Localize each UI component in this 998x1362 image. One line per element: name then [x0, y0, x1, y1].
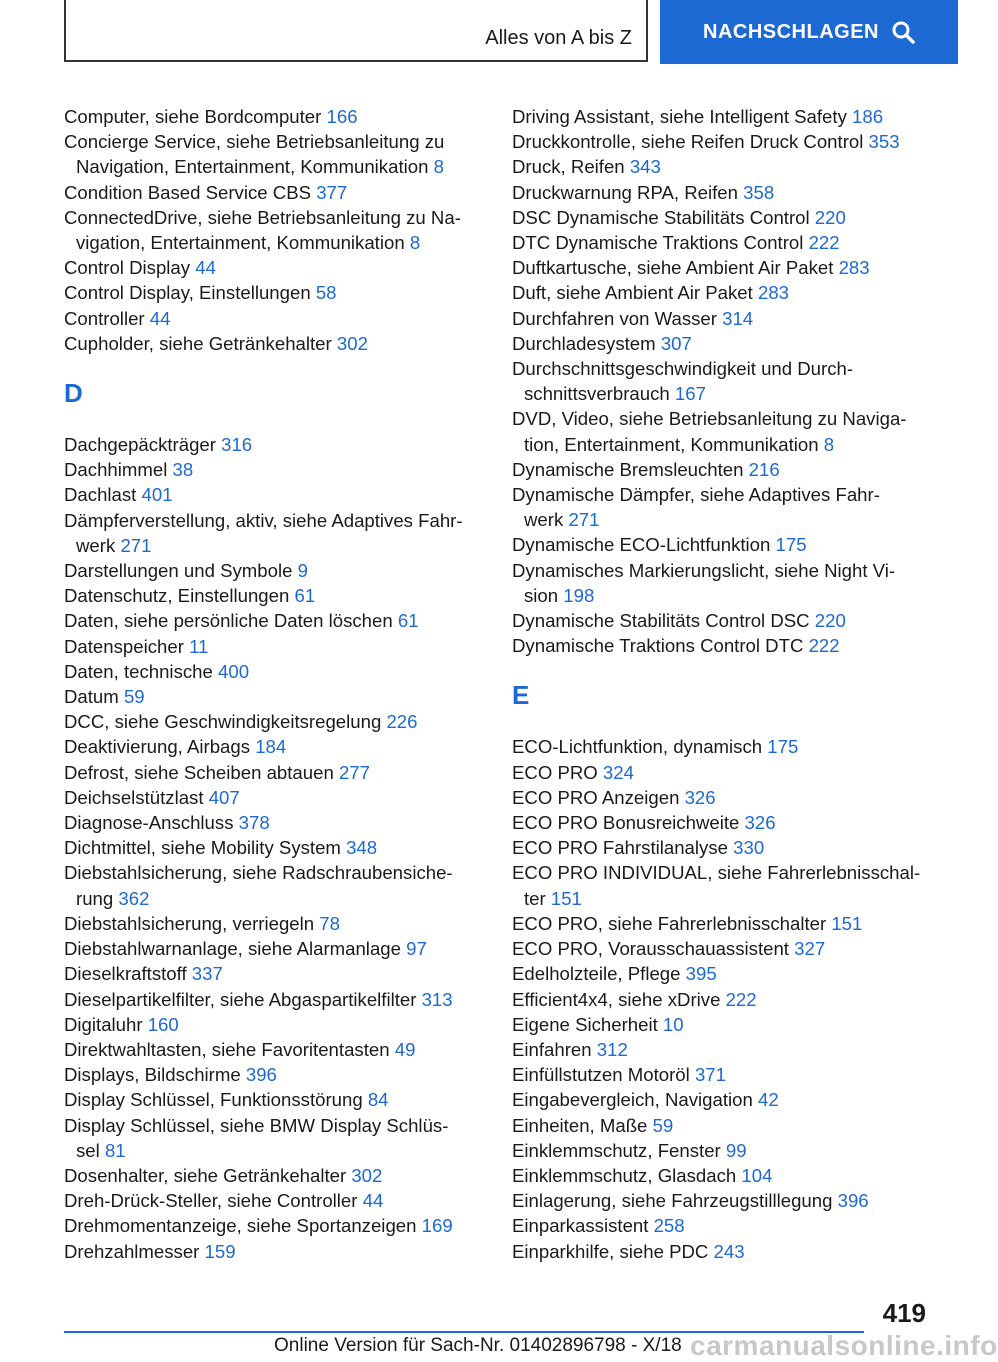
index-entry-text: ECO PRO, siehe Fahrerlebnisschalter [512, 912, 832, 934]
page-reference-link[interactable]: 271 [120, 534, 152, 556]
page-reference-link[interactable]: 59 [652, 1114, 674, 1136]
page-reference-link[interactable]: 243 [713, 1240, 745, 1262]
index-entry [512, 760, 932, 785]
index-entry-text: Edelholzteile, Pflege [512, 963, 686, 985]
index-entry [64, 936, 494, 961]
index-letter-heading: D [64, 378, 83, 409]
index-entry-text: ECO-Lichtfunktion, dynamisch [512, 736, 768, 758]
index-entry-text: Datum [64, 686, 124, 708]
page-reference-link[interactable]: 49 [394, 1038, 416, 1060]
index-entry [64, 785, 494, 810]
index-entry-text: Diebstahlsicherung, verriegeln [64, 912, 320, 934]
index-entry-text: rung [76, 887, 119, 909]
index-entry-text: Condition Based Service CBS [64, 181, 317, 203]
index-entry [512, 1239, 932, 1264]
nachschlagen-tab[interactable] [660, 0, 958, 64]
index-entry-text: tion, Entertainment, Kommunikation [524, 433, 824, 455]
index-entry [64, 810, 494, 835]
page-reference-link[interactable]: 222 [725, 988, 757, 1010]
index-entry-text: Datenschutz, Einstellungen [64, 585, 295, 607]
index-entry [64, 432, 494, 457]
index-entry-text: ECO PRO Bonusreichweite [512, 812, 745, 834]
page-reference-link[interactable]: 8 [433, 156, 444, 178]
page-reference-link[interactable]: 353 [868, 131, 900, 153]
page-reference-link[interactable]: 169 [421, 1215, 453, 1237]
page-reference-link[interactable]: 175 [775, 534, 807, 556]
index-entry-text: Displays, Bildschirme [64, 1064, 246, 1086]
index-entry-text: Einfahren [512, 1038, 597, 1060]
page-reference-link[interactable]: 348 [346, 837, 378, 859]
index-entry [64, 1062, 494, 1087]
index-entry [512, 280, 932, 305]
page-reference-link[interactable]: 330 [733, 837, 765, 859]
index-entry [64, 129, 494, 179]
index-entry [512, 1012, 932, 1037]
index-entry-text: Eigene Sicherheit [512, 1013, 663, 1035]
page-reference-link[interactable]: 226 [386, 711, 418, 733]
page-reference-link[interactable]: 302 [351, 1164, 383, 1186]
index-entry [64, 1012, 494, 1037]
page-reference-link[interactable]: 358 [743, 181, 775, 203]
index-entry [512, 1188, 932, 1213]
index-entry-text: Control Display [64, 257, 196, 279]
index-entry-text: Durchfahren von Wasser [512, 307, 723, 329]
index-entry [512, 457, 932, 482]
index-column-right [512, 104, 932, 1264]
index-entry-text: Drehzahlmesser [64, 1240, 205, 1262]
index-entry [64, 860, 494, 910]
index-entry [64, 1037, 494, 1062]
index-entry-text: Einfüllstutzen Motoröl [512, 1064, 695, 1086]
index-entry [64, 205, 494, 255]
page-reference-link[interactable]: 407 [208, 786, 240, 808]
page-reference-link[interactable]: 283 [838, 257, 870, 279]
index-entry-text: Duft, siehe Ambient Air Paket [512, 282, 758, 304]
index-entry-text: Dreh-Drück-Steller, siehe Controller [64, 1190, 363, 1212]
index-entry [512, 205, 932, 230]
page-reference-link[interactable]: 97 [406, 938, 427, 960]
page-reference-link[interactable]: 271 [568, 509, 600, 531]
index-entry-text: ECO PRO, Vorausschauassistent [512, 938, 795, 960]
index-entry-text: Durchladesystem [512, 332, 661, 354]
index-entry [64, 608, 494, 633]
section-title: Alles von A bis Z [485, 27, 632, 49]
index-entry-text: Eingabevergleich, Navigation [512, 1089, 759, 1111]
index-entry-text: Drehmomentanzeige, siehe Sportanzeigen [64, 1215, 422, 1237]
index-entry-text: DSC Dynamische Stabilitäts Control [512, 206, 815, 228]
page-reference-link[interactable]: 396 [245, 1064, 277, 1086]
index-entry-text: werk [524, 509, 569, 531]
index-entry-text: Druck, Reifen [512, 156, 630, 178]
index-entry-text: sion [524, 584, 564, 606]
index-entry [512, 356, 932, 406]
page-reference-link[interactable]: 81 [104, 1139, 126, 1161]
index-entry [512, 987, 932, 1012]
page-reference-link[interactable]: 198 [563, 584, 595, 606]
index-entry [64, 634, 494, 659]
page-reference-link[interactable]: 337 [191, 963, 223, 985]
index-entry-text: schnittsverbrauch [524, 383, 675, 405]
index-entry [64, 1188, 494, 1213]
index-entry-text: Dosenhalter, siehe Getränkehalter [64, 1164, 352, 1186]
page-reference-link[interactable]: 186 [852, 106, 884, 127]
index-entry [512, 1113, 932, 1138]
index-entry-text: vigation, Entertainment, Kommunikation [76, 232, 410, 254]
page-reference-link[interactable]: 160 [147, 1013, 179, 1035]
page-reference-link[interactable]: 99 [725, 1139, 747, 1161]
index-entry-text: Computer, siehe Bordcomputer [64, 106, 327, 127]
page-reference-link[interactable]: 216 [748, 458, 780, 480]
index-entry [512, 255, 932, 280]
page-reference-link[interactable]: 401 [141, 484, 173, 506]
index-entry [64, 583, 494, 608]
index-column-left [64, 104, 494, 1264]
page-reference-link[interactable]: 61 [397, 610, 419, 632]
page-number: 419 [882, 1298, 926, 1328]
page-reference-link[interactable]: 371 [694, 1064, 726, 1086]
index-entry-text: Durchschnittsgeschwindigkeit und Durch- [512, 358, 854, 380]
page-reference-link[interactable]: 220 [814, 610, 846, 632]
index-entry-text: DCC, siehe Geschwindigkeitsregelung [64, 711, 387, 733]
index-entry [64, 457, 494, 482]
index-entry [64, 760, 494, 785]
index-entry [512, 230, 932, 255]
index-entry [512, 1037, 932, 1062]
index-entry [64, 1113, 494, 1163]
index-entry [512, 1213, 932, 1238]
index-entry-text: Dynamische Dämpfer, siehe Adaptives Fahr- [512, 484, 880, 506]
index-entry-text: Daten, siehe persönliche Daten löschen [64, 610, 398, 632]
index-entry [512, 331, 932, 356]
index-entry [512, 482, 932, 532]
index-entry [64, 734, 494, 759]
index-entry [64, 961, 494, 986]
index-entry [64, 835, 494, 860]
index-entry [512, 961, 932, 986]
index-entry-text: Dynamische ECO-Lichtfunktion [512, 534, 776, 556]
page-reference-link[interactable]: 11 [189, 635, 209, 657]
index-entry [512, 608, 932, 633]
index-entry-text: ECO PRO Anzeigen [512, 786, 685, 808]
nachschlagen-label: NACHSCHLAGEN [703, 20, 879, 43]
index-entry-text: Dieselpartikelfilter, siehe Abgaspartikelfilter [64, 988, 422, 1010]
page-reference-link[interactable]: 44 [195, 257, 216, 279]
index-entry-text: Driving Assistant, siehe Intelligent Safety [512, 106, 853, 127]
page-reference-link[interactable]: 151 [550, 887, 582, 909]
online-version-text: Online Version für Sach-Nr. 01402896798 - X/18 [274, 1335, 682, 1356]
index-entry-text: Darstellungen und Symbole [64, 560, 298, 582]
index-entry [512, 1138, 932, 1163]
page-reference-link[interactable]: 222 [808, 635, 840, 657]
index-entry [512, 306, 932, 331]
index-entry [512, 936, 932, 961]
page-reference-link[interactable]: 307 [660, 332, 692, 354]
index-entry-text: Defrost, siehe Scheiben abtauen [64, 761, 339, 783]
index-entry [512, 129, 932, 154]
index-entry-text: Dachlast [64, 484, 142, 506]
index-entry-text: DTC Dynamische Traktions Control [512, 232, 809, 254]
index-entry [512, 911, 932, 936]
page-reference-link[interactable]: 327 [794, 938, 826, 960]
index-entry-text: sel [76, 1139, 105, 1161]
index-entry [64, 280, 494, 305]
index-entry-text: ter [524, 887, 551, 909]
page-reference-link[interactable]: 44 [149, 307, 171, 329]
index-entry-text: Concierge Service, siehe Betriebsanleitung zu [64, 131, 445, 153]
index-entry-text: Einlagerung, siehe Fahrzeugstilllegung [512, 1190, 838, 1212]
index-entry [512, 860, 932, 910]
page-reference-link[interactable]: 395 [685, 963, 717, 985]
index-entry-text: Daten, technische [64, 660, 219, 682]
index-entry-text: Einklemmschutz, Glasdach [512, 1164, 742, 1186]
index-entry [64, 987, 494, 1012]
page-reference-link[interactable]: 61 [294, 585, 316, 607]
page-reference-link[interactable]: 104 [741, 1164, 773, 1186]
page-reference-link[interactable]: 166 [326, 106, 358, 127]
index-entry-text: Controller [64, 307, 150, 329]
index-entry-text: Display Schlüssel, siehe BMW Display Schlüs- [64, 1114, 449, 1136]
page-reference-link[interactable]: 222 [808, 232, 840, 254]
page-reference-link[interactable]: 258 [653, 1215, 685, 1237]
page-reference-link[interactable]: 220 [814, 206, 846, 228]
index-entry-text: Diebstahlsicherung, siehe Radschraubensiche- [64, 862, 453, 884]
index-entry [512, 734, 932, 759]
index-entry-text: Einheiten, Maße [512, 1114, 653, 1136]
index-entry-text: Duftkartusche, siehe Ambient Air Paket [512, 257, 839, 279]
index-entry-text: ECO PRO INDIVIDUAL, siehe Fahrerlebnisschal- [512, 862, 921, 884]
page-reference-link[interactable]: 167 [674, 383, 706, 405]
index-entry [512, 154, 932, 179]
index-entry [512, 532, 932, 557]
index-entry [64, 331, 494, 356]
watermark: carmanualsonline.info [690, 1330, 998, 1361]
index-entry [64, 1163, 494, 1188]
index-entry-text: Efficient4x4, siehe xDrive [512, 988, 726, 1010]
page-reference-link[interactable]: 44 [362, 1190, 384, 1212]
page-reference-link[interactable]: 312 [596, 1038, 628, 1060]
index-entry-text: Control Display, Einstellungen [64, 282, 316, 304]
index-entry [512, 785, 932, 810]
index-entry [64, 306, 494, 331]
index-entry-text: Dynamische Traktions Control DTC [512, 635, 809, 657]
index-letter-heading: E [512, 680, 530, 711]
index-entry-text: Diagnose-Anschluss [64, 812, 239, 834]
index-entry-text: Display Schlüssel, Funktionsstörung [64, 1089, 368, 1111]
index-entry-text: werk [76, 534, 121, 556]
index-entry-text: ConnectedDrive, siehe Betriebsanleitung zu Na- [64, 206, 461, 228]
page-reference-link[interactable]: 326 [684, 786, 716, 808]
index-entry-text: Dachhimmel [64, 459, 173, 481]
index-entry [64, 558, 494, 583]
index-entry-text: Cupholder, siehe Getränkehalter [64, 332, 337, 354]
index-entry-text: Digitaluhr [64, 1013, 148, 1035]
index-entry-text: Druckkontrolle, siehe Reifen Druck Control [512, 131, 869, 153]
index-entry-text: Dichtmittel, siehe Mobility System [64, 837, 347, 859]
search-icon[interactable] [891, 20, 915, 44]
page-reference-link[interactable]: 313 [421, 988, 453, 1010]
index-entry-text: Deichselstützlast [64, 786, 209, 808]
page-reference-link[interactable]: 8 [409, 232, 421, 254]
index-entry [512, 810, 932, 835]
page-reference-link[interactable]: 84 [367, 1089, 389, 1111]
index-entry [512, 835, 932, 860]
page-header [64, 0, 898, 64]
index-entry [512, 406, 932, 456]
index-entry [512, 1087, 932, 1112]
index-entry [512, 1062, 932, 1087]
index-entry-text: Direktwahltasten, siehe Favoritentasten [64, 1038, 395, 1060]
page-reference-link[interactable]: 184 [255, 736, 287, 758]
index-entry [64, 508, 494, 558]
index-entry [64, 104, 494, 129]
index-entry-text: Deaktivierung, Airbags [64, 736, 256, 758]
index-entry-text: Dämpferverstellung, aktiv, siehe Adaptives Fahr- [64, 509, 463, 531]
page-reference-link[interactable]: 159 [204, 1240, 236, 1262]
page-reference-link[interactable]: 400 [218, 660, 250, 682]
index-entry [512, 180, 932, 205]
index-entry-text: Einparkassistent [512, 1215, 654, 1237]
page-reference-link[interactable]: 42 [758, 1089, 779, 1111]
index-entry-text: Navigation, Entertainment, Kommunikation [76, 156, 434, 178]
page-reference-link[interactable]: 377 [316, 181, 348, 203]
page-reference-link[interactable]: 343 [629, 156, 661, 178]
page-reference-link[interactable]: 302 [336, 332, 368, 354]
index-entry [512, 1163, 932, 1188]
index-entry [64, 709, 494, 734]
section-tab [64, 0, 648, 62]
page-reference-link[interactable]: 314 [722, 307, 754, 329]
index-entry [64, 255, 494, 280]
index-entry [64, 1213, 494, 1238]
index-entry [512, 633, 932, 658]
index-entry-text: Druckwarnung RPA, Reifen [512, 181, 744, 203]
index-entry [64, 1087, 494, 1112]
page-reference-link[interactable]: 10 [662, 1013, 684, 1035]
index-entry [64, 911, 494, 936]
index-entry-text: Dieselkraftstoff [64, 963, 192, 985]
page-reference-link[interactable]: 396 [837, 1190, 869, 1212]
index-entry-text: Dynamische Bremsleuchten [512, 458, 749, 480]
page-reference-link[interactable]: 58 [315, 282, 337, 304]
index-entry [64, 684, 494, 709]
page-reference-link[interactable]: 362 [118, 887, 150, 909]
page-reference-link[interactable]: 9 [297, 560, 308, 582]
page-reference-link[interactable]: 277 [338, 761, 370, 783]
index-entry [512, 558, 932, 608]
index-entry [64, 659, 494, 684]
index-entry [64, 482, 494, 507]
index-entry [64, 180, 494, 205]
page-reference-link[interactable]: 316 [221, 434, 253, 456]
index-entry-text: Dynamisches Markierungslicht, siehe Night Vi- [512, 559, 896, 581]
page-reference-link[interactable]: 8 [823, 433, 835, 455]
index-entry-text: Einparkhilfe, siehe PDC [512, 1240, 714, 1262]
page-reference-link[interactable]: 378 [238, 812, 270, 834]
index-entry-text: Dynamische Stabilitäts Control DSC [512, 610, 815, 632]
page-reference-link[interactable]: 283 [757, 282, 790, 304]
page-reference-link[interactable]: 151 [831, 912, 863, 934]
page-reference-link[interactable]: 78 [319, 912, 340, 934]
page-reference-link[interactable]: 324 [602, 761, 634, 783]
index-entry-text: Einklemmschutz, Fenster [512, 1139, 726, 1161]
index-entry-text: ECO PRO [512, 761, 603, 783]
page-reference-link[interactable]: 38 [172, 459, 194, 481]
index-entry-text: Diebstahlwarnanlage, siehe Alarmanlage [64, 938, 407, 960]
index-entry [512, 104, 932, 129]
page-reference-link[interactable]: 175 [767, 736, 799, 758]
index-entry [64, 1239, 494, 1264]
page-reference-link[interactable]: 59 [123, 686, 145, 708]
index-entry-text: Datenspeicher [64, 635, 190, 657]
index-entry-text: DVD, Video, siehe Betriebsanleitung zu Naviga- [512, 408, 907, 430]
page-reference-link[interactable]: 326 [744, 812, 776, 834]
index-entry-text: Dachgepäckträger [64, 434, 222, 456]
index-entry-text: ECO PRO Fahrstilanalyse [512, 837, 734, 859]
